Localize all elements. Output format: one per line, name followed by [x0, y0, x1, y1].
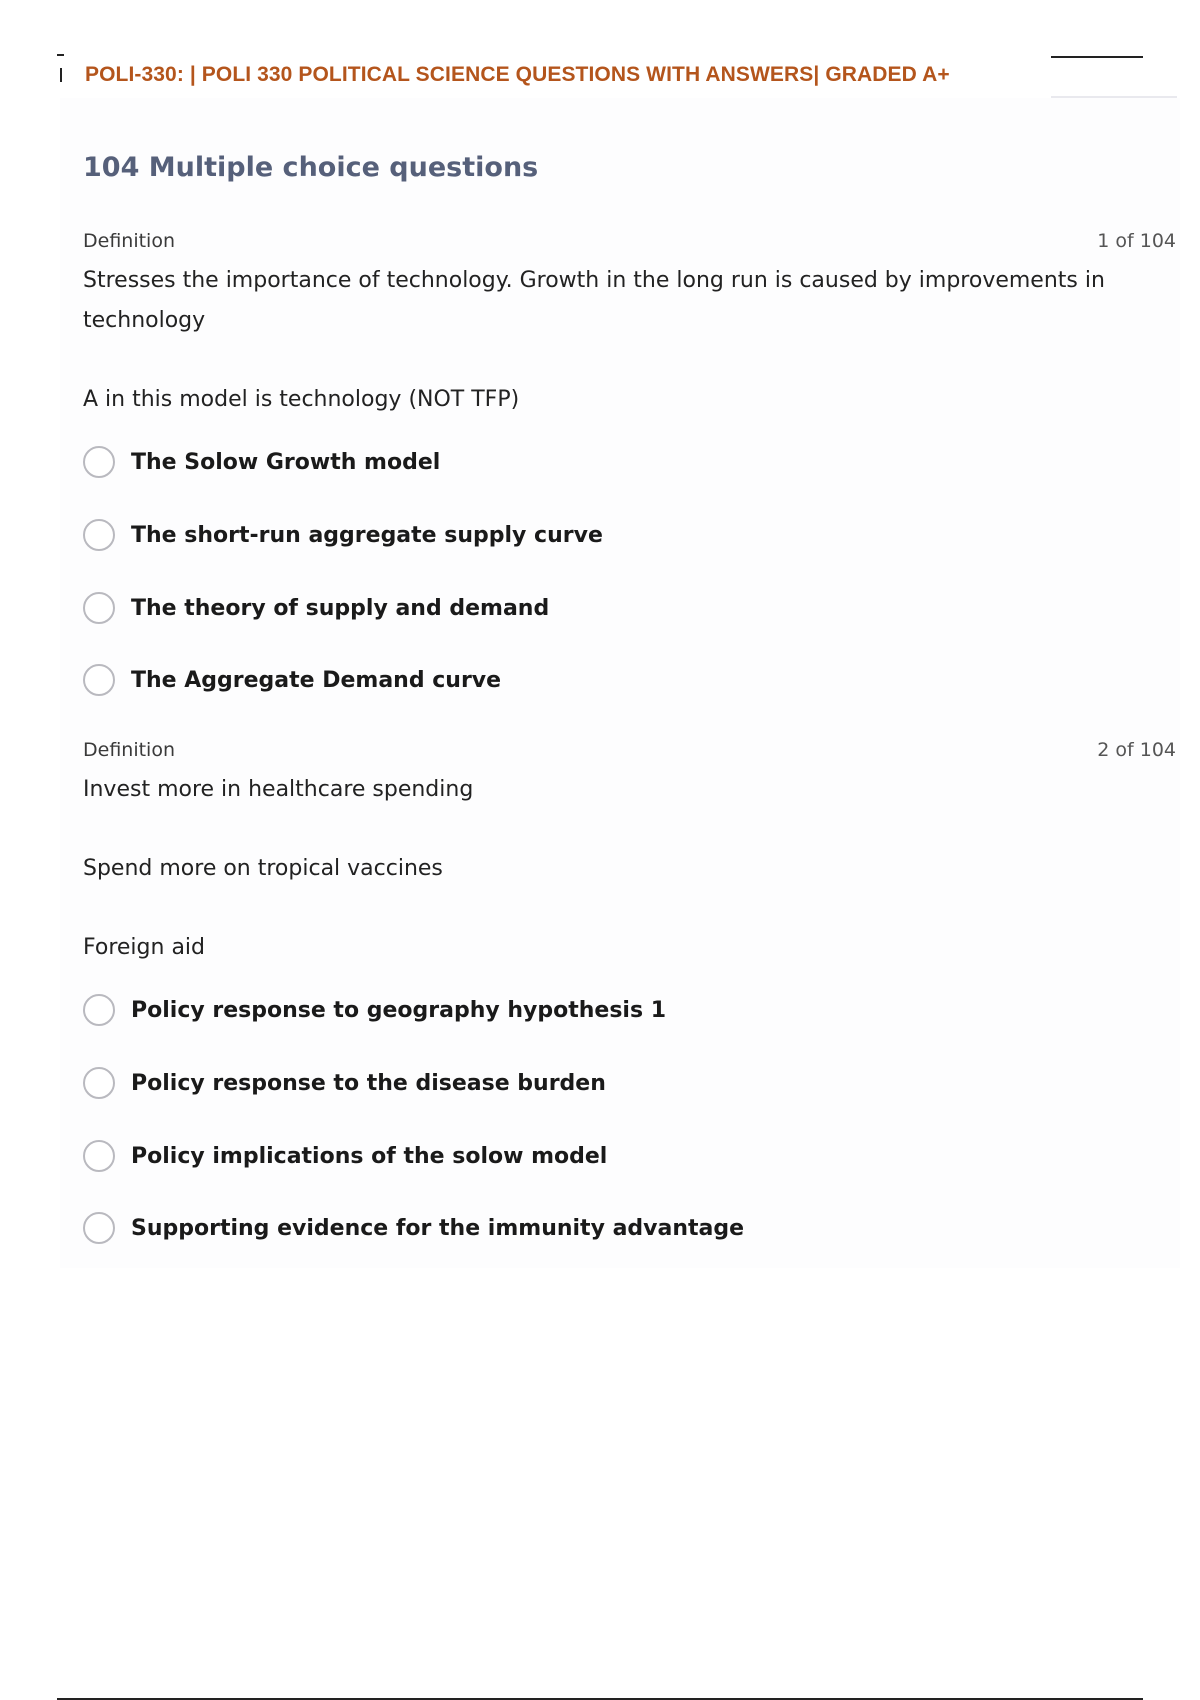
question-1-counter: 1 of 104: [1097, 230, 1176, 252]
radio-button[interactable]: [83, 664, 115, 696]
question-1-option-3[interactable]: [83, 588, 549, 628]
question-1-label: Definition: [83, 230, 176, 252]
radio-button[interactable]: [83, 446, 115, 478]
question-1-option-4[interactable]: [83, 660, 501, 700]
radio-button[interactable]: [83, 1212, 115, 1244]
document-header-title: POLI-330: | POLI 330 POLITICAL SCIENCE QUESTIONS WITH ANSWERS| GRADED A+: [85, 63, 950, 86]
radio-button[interactable]: [83, 592, 115, 624]
question-1-text-line-1: Stresses the importance of technology. Growth in the long run is caused by improvements in: [83, 268, 1105, 293]
page-corner-marks: [57, 54, 65, 90]
question-2-option-1[interactable]: [83, 990, 666, 1030]
question-2-text-line-3: Foreign aid: [83, 935, 205, 960]
question-2-text-line-1: Invest more in healthcare spending: [83, 777, 474, 802]
option-label: The Solow Growth model: [131, 449, 441, 475]
option-label: Supporting evidence for the immunity advantage: [131, 1215, 745, 1241]
radio-button[interactable]: [83, 1067, 115, 1099]
question-1-option-1[interactable]: [83, 442, 440, 482]
question-1-text-line-3: A in this model is technology (NOT TFP): [83, 387, 520, 412]
header-rule: [1051, 56, 1143, 58]
question-2-option-2[interactable]: [83, 1063, 606, 1103]
question-2-option-4[interactable]: [83, 1208, 744, 1248]
question-1-text-line-2: technology: [83, 308, 206, 333]
corner-bar: [60, 68, 62, 82]
option-label: The Aggregate Demand curve: [131, 667, 502, 693]
question-2-option-3[interactable]: [83, 1136, 607, 1176]
option-label: Policy response to geography hypothesis 1: [131, 997, 667, 1023]
question-2-label: Definition: [83, 739, 176, 761]
option-label: The short-run aggregate supply curve: [131, 522, 603, 548]
question-2-text-line-2: Spend more on tropical vaccines: [83, 856, 443, 881]
radio-button[interactable]: [83, 519, 115, 551]
option-label: Policy response to the disease burden: [131, 1070, 606, 1096]
section-title: 104 Multiple choice questions: [83, 152, 539, 183]
option-label: Policy implications of the solow model: [131, 1143, 608, 1169]
radio-button[interactable]: [83, 994, 115, 1026]
question-2-counter: 2 of 104: [1097, 739, 1176, 761]
radio-button[interactable]: [83, 1140, 115, 1172]
question-1-option-2[interactable]: [83, 515, 603, 555]
corner-dash: [57, 54, 64, 56]
option-label: The theory of supply and demand: [131, 595, 550, 621]
